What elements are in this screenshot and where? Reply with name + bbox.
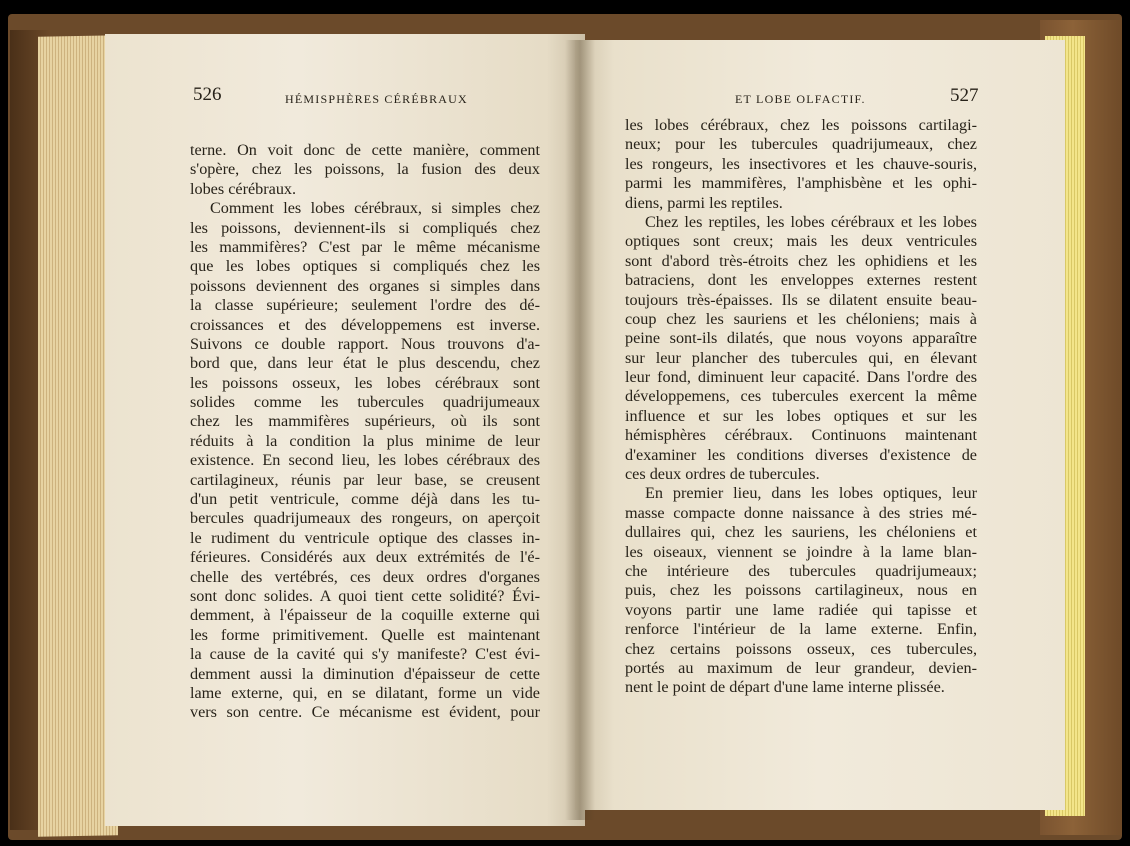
text-line: vers son centre. Ce mécanisme est évident, pour	[190, 703, 540, 722]
running-head-left: HÉMISPHÈRES CÉRÉBRAUX	[285, 92, 468, 106]
text-line: portés au maximum de leur grandeur, devien-	[625, 658, 977, 677]
text-line: chelle des vertébrés, ces deux ordres d'organes	[190, 567, 540, 586]
text-line: batraciens, dont les enveloppes externes restent	[625, 271, 977, 290]
text-line: En premier lieu, dans les lobes optiques, leur	[645, 484, 977, 503]
text-line: sont donc solides. A quoi tient cette solidité? Évi-	[190, 586, 540, 605]
text-line: che intérieure des tubercules quadrijumeaux;	[625, 561, 977, 580]
text-line: les mammifères? C'est par le même mécanisme	[190, 237, 540, 256]
text-line: Comment les lobes cérébraux, si simples chez	[210, 199, 540, 218]
text-line: voyons partir une lame radiée qui tapisse et	[625, 600, 977, 619]
text-line: les forme primitivement. Quelle est maintenant	[190, 625, 540, 644]
text-line: optiques sont creux; mais les deux ventricules	[625, 232, 977, 251]
text-line: parmi les mammifères, l'amphisbène et les ophi-	[625, 174, 977, 193]
text-line: chez les mammifères supérieurs, où ils sont	[190, 412, 540, 431]
text-line: s'opère, chez les poissons, la fusion des deux	[190, 160, 540, 179]
text-line: leur fond, diminuent leur capacité. Dans l'ordre des	[625, 368, 977, 387]
text-line: diens, parmi les reptiles.	[625, 193, 783, 212]
text-line: d'examiner les conditions diverses d'existence de	[625, 445, 977, 464]
text-line: férieures. Considérés aux deux extrémités de l'é-	[190, 548, 540, 567]
text-line: solides comme les tubercules quadrijumeaux	[190, 393, 540, 412]
text-line: hémisphères cérébraux. Continuons maintenant	[625, 426, 977, 445]
text-line: toujours très-épaisses. Ils se dilatent ensuite beau-	[625, 290, 977, 309]
text-line: nent le point de départ d'une lame interne plissée.	[625, 678, 945, 697]
text-line: développemens, ces tubercules exercent la même	[625, 387, 977, 406]
text-line: la classe supérieure; seulement l'ordre des dé-	[190, 296, 540, 315]
text-line: demment, à l'épaisseur de la coquille externe qui	[190, 606, 540, 625]
text-line: influence et sur les lobes optiques et sur les	[625, 406, 977, 425]
text-line: existence. En second lieu, les lobes cérébraux des	[190, 451, 540, 470]
left-page-text	[190, 141, 540, 723]
text-line: coup chez les sauriens et les chéloniens; mais à	[625, 309, 977, 328]
text-line: sont d'abord très-étroits chez les ophidiens et les	[625, 251, 977, 270]
text-line: croissances et des développemens est inverse.	[190, 315, 540, 334]
right-page	[575, 40, 1065, 810]
text-line: bord que, dans leur état le plus descendu, chez	[190, 354, 540, 373]
text-line: sur leur plancher des tubercules qui, en élevant	[625, 348, 977, 367]
text-line: peine sont-ils dilatés, que nous voyons apparaître	[625, 329, 977, 348]
text-line: les rongeurs, les insectivores et les chauve-souris,	[625, 154, 977, 173]
text-line: demment aussi la diminution d'épaisseur de cette	[190, 664, 540, 683]
text-line: le rudiment du ventricule optique des classes in-	[190, 528, 540, 547]
text-line: poissons deviennent des organes si simples dans	[190, 276, 540, 295]
text-line: lobes cérébraux.	[190, 179, 297, 198]
text-line: les poissons, deviennent-ils si compliqués chez	[190, 218, 540, 237]
right-page-text	[625, 116, 977, 698]
running-head-right: ET LOBE OLFACTIF.	[735, 92, 866, 106]
text-line: la cause de la cavité qui s'y manifeste? C'est évi-	[190, 645, 540, 664]
text-line: d'un petit ventricule, comme déjà dans les tu-	[190, 490, 540, 509]
text-line: renforce l'intérieur de la lame externe. Enfin,	[625, 620, 977, 639]
text-line: dullaires qui, chez les sauriens, les chéloniens et	[625, 523, 977, 542]
text-line: Suivons ce double rapport. Nous trouvons d'a-	[190, 334, 540, 353]
text-line: ces deux ordres de tubercules.	[625, 465, 820, 484]
text-line: les oiseaux, viennent se joindre à la lame blan-	[625, 542, 977, 561]
text-line: neux; pour les tubercules quadrijumeaux, chez	[625, 135, 977, 154]
text-line: que les lobes optiques si compliqués chez les	[190, 257, 540, 276]
text-line: masse compacte donne naissance à des stries mé-	[625, 503, 977, 522]
text-line: chez certains poissons osseux, ces tubercules,	[625, 639, 977, 658]
text-line: lame externe, qui, en se dilatant, forme un vide	[190, 683, 540, 702]
text-line: les lobes cérébraux, chez les poissons cartilagi-	[625, 116, 977, 134]
page-number-right: 527	[950, 85, 979, 106]
page-number-left: 526	[193, 84, 222, 105]
text-line: bercules quadrijumeaux des rongeurs, on aperçoit	[190, 509, 540, 528]
book-gutter	[565, 40, 595, 820]
text-line: les poissons osseux, les lobes cérébraux sont	[190, 373, 540, 392]
left-page	[105, 34, 585, 826]
text-line: terne. On voit donc de cette manière, comment	[190, 141, 540, 159]
text-line: puis, chez les poissons cartilagineux, nous en	[625, 581, 977, 600]
text-line: cartilagineux, réunis par leur base, se creusent	[190, 470, 540, 489]
text-line: Chez les reptiles, les lobes cérébraux et les lobes	[645, 212, 977, 231]
text-line: réduits à la condition la plus minime de leur	[190, 431, 540, 450]
